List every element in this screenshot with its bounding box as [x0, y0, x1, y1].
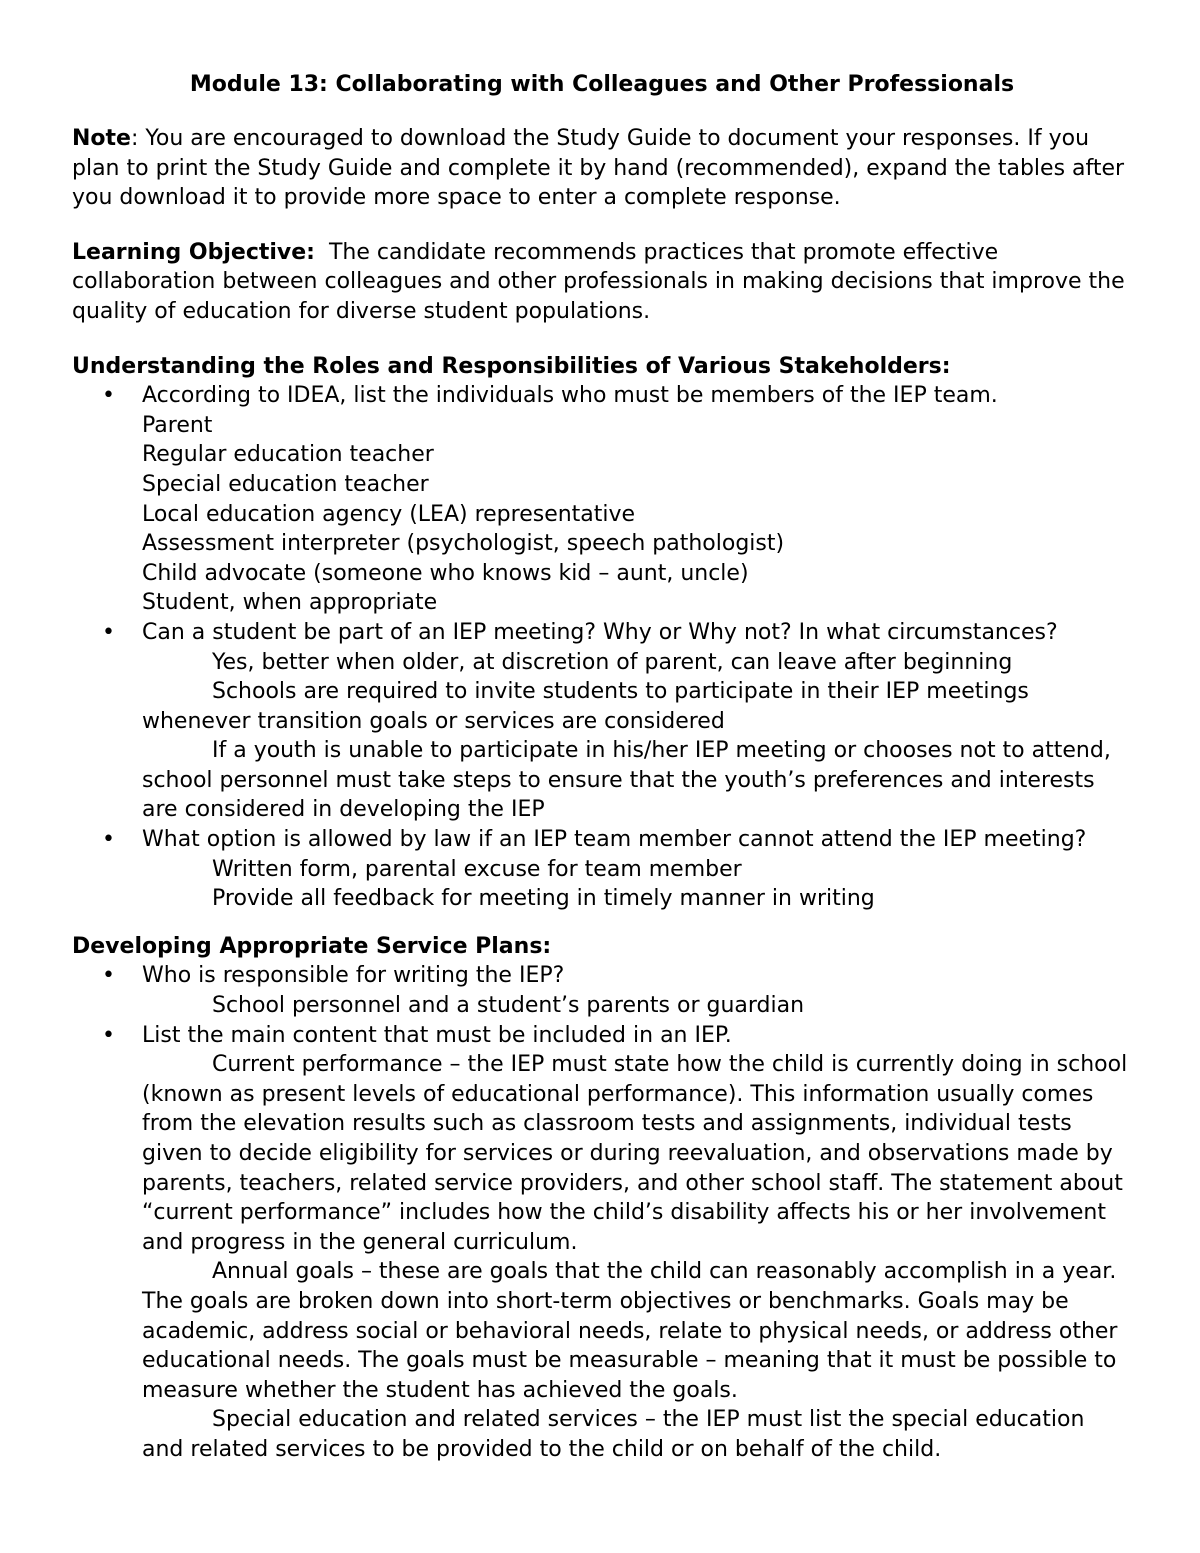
answer-iep-team-members — [72, 411, 1132, 618]
answer-paragraph: Yes, better when older, at discretion of parent, can leave after beginning — [212, 649, 1013, 675]
note-label: Note — [72, 126, 131, 151]
document-title: Module 13: Collaborating with Colleagues and Other Professionals — [189, 72, 1015, 97]
question-student-in-iep-meeting — [72, 618, 1132, 648]
stakeholders-question-list — [72, 381, 1132, 411]
answer-iep-content — [72, 1050, 1132, 1464]
question-text: According to IDEA, list the individuals who must be members of the IEP team. — [142, 383, 998, 409]
answer-line: Child advocate (someone who knows kid – aunt, uncle) — [142, 560, 749, 586]
answer-line: Student, when appropriate — [142, 590, 438, 616]
bullet-icon: • — [102, 383, 115, 409]
learning-objective-paragraph — [72, 238, 1132, 327]
answer-paragraph: Annual goals – these are goals that the child can reasonably accomplish in a year. The goals are broken down into short-term objectives or benchmarks. Goals may be academic, address social or behavioral needs, relate to physical needs, or address other educational needs. The goals must be measurable – meaning that it must be possible to measure whether the student has achieved the goals. — [142, 1259, 1118, 1403]
answer-line: Local education agency (LEA) representative — [142, 501, 636, 527]
question-iep-team-members — [72, 381, 1132, 411]
note-paragraph — [72, 124, 1132, 213]
service-plans-question-list — [72, 1021, 1132, 1051]
answer-absent-team-member — [72, 855, 1132, 914]
question-text: Can a student be part of an IEP meeting? Why or Why not? In what circumstances? — [142, 619, 1058, 645]
answer-paragraph: Special education and related services – the IEP must list the special education and related services to be provided to the child or on behalf of the child. — [142, 1407, 1085, 1462]
question-text: What option is allowed by law if an IEP team member cannot attend the IEP meeting? — [142, 827, 1087, 853]
answer-line: Assessment interpreter (psychologist, speech pathologist) — [142, 531, 785, 557]
answer-line: Written form, parental excuse for team member — [212, 856, 742, 882]
document-page — [72, 70, 1132, 1465]
answer-paragraph: Current performance – the IEP must state how the child is currently doing in school (known as present levels of educational performance). This information usually comes from the elevation results such as classroom tests and assignments, individual tests given to decide eligibility for services or during reevaluation, and observations made by parents, teachers, related service providers, and other school staff. The statement about “current performance” includes how the child’s disability affects his or her involvement and progress in the general curriculum. — [142, 1052, 1128, 1255]
question-text: List the main content that must be included in an IEP. — [142, 1022, 732, 1048]
bullet-icon: • — [102, 1022, 115, 1048]
answer-paragraph: If a youth is unable to participate in his/her IEP meeting or chooses not to attend, school personnel must take steps to ensure that the youth’s preferences and interests are considered in developing the IEP — [142, 738, 1111, 823]
bullet-icon: • — [102, 827, 115, 853]
answer-line: Parent — [142, 412, 213, 438]
answer-who-writes-iep — [72, 991, 1132, 1021]
question-absent-team-member — [72, 825, 1132, 855]
answer-line: Regular education teacher — [142, 442, 434, 468]
section-heading-stakeholders: Understanding the Roles and Responsibilities of Various Stakeholders: — [72, 353, 951, 379]
stakeholders-question-list — [72, 825, 1132, 855]
answer-paragraph: Schools are required to invite students to participate in their IEP meetings whenever transition goals or services are considered — [142, 679, 1029, 734]
learning-objective-text: The candidate recommends practices that promote effective collaboration between colleagues and other professionals in making decisions that improve the quality of education for diverse student populations. — [72, 239, 1132, 324]
bullet-icon: • — [102, 963, 115, 989]
learning-objective-label: Learning Objective: — [72, 239, 315, 265]
note-text: : You are encouraged to download the Study Guide to document your responses. If you plan to print the Study Guide and complete it by hand (recommended), expand the tables after you download it to provide more space to enter a complete response. — [72, 126, 1125, 211]
service-plans-question-list — [72, 961, 1132, 991]
section-heading-service-plans: Developing Appropriate Service Plans: — [72, 933, 552, 959]
answer-line: School personnel and a student’s parents or guardian — [212, 993, 805, 1019]
question-who-writes-iep — [72, 961, 1132, 991]
answer-line: Special education teacher — [142, 471, 429, 497]
bullet-icon: • — [102, 619, 115, 645]
stakeholders-question-list — [72, 618, 1132, 648]
question-iep-content — [72, 1021, 1132, 1051]
answer-student-in-iep-meeting — [72, 648, 1132, 826]
question-text: Who is responsible for writing the IEP? — [142, 963, 565, 989]
answer-line: Provide all feedback for meeting in timely manner in writing — [212, 886, 875, 912]
